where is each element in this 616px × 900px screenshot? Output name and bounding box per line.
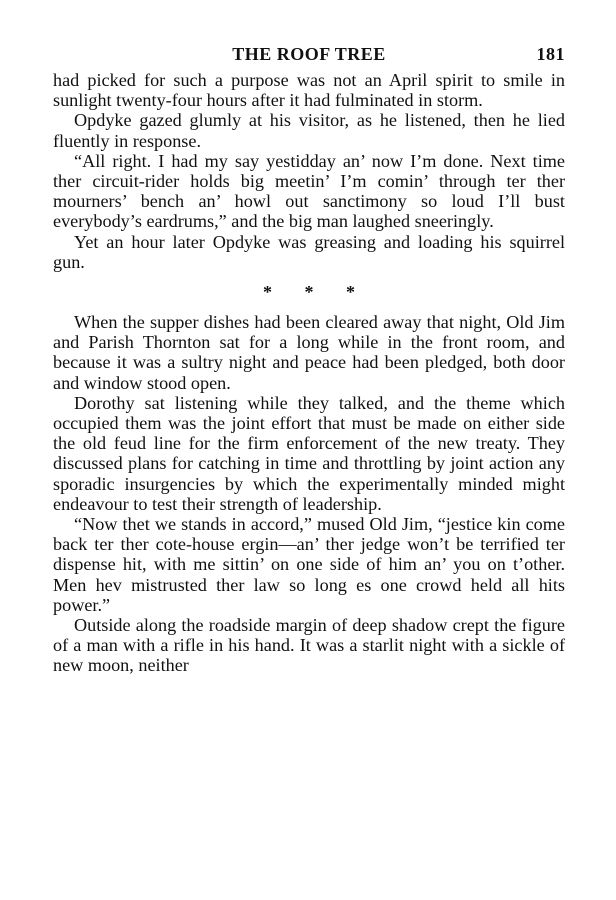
paragraph: “Now thet we stands in accord,” mused Old Jim, “jestice kin come back ter ther cote-house ergin—an’ ther jedge won’t be terrified ter dispense hit, with me sittin’ on one side of him an’ you on t’other. Men hev mistrusted ther law so long es one crowd held all hits power.” bbox=[53, 514, 565, 615]
paragraph: Dorothy sat listening while they talked, and the theme which occupied them was the joint effort that must be made on either side the old feud line for the firm enforcement of the new treaty. They discussed plans for catching in time and throttling by joint action any sporadic insurgencies by which the experimentally minded might endeavour to test their strength of leadership. bbox=[53, 392, 565, 514]
running-head bbox=[53, 40, 565, 70]
paragraph: Outside along the roadside margin of deep shadow crept the figure of a man with a rifle in his hand. It was a starlit night with a sickle of new moon, neither bbox=[53, 615, 565, 676]
book-page bbox=[53, 40, 565, 676]
section-break-star: * bbox=[346, 282, 355, 303]
body-text bbox=[53, 70, 565, 676]
paragraph: Yet an hour later Opdyke was greasing and loading his squirrel gun. bbox=[53, 231, 565, 272]
running-title: THE ROOF TREE bbox=[232, 44, 386, 64]
paragraph: “All right. I had my say yestidday an’ now I’m done. Next time ther circuit-rider holds big meetin’ I’m comin’ through ter ther mourners’ bench an’ howl out sanctimony so loud I’ll bust everybody’s eardrums,” and the big man laughed sneeringly. bbox=[53, 150, 565, 232]
section-break bbox=[53, 272, 565, 312]
paragraph: When the supper dishes had been cleared away that night, Old Jim and Parish Thornton sat for a long while in the front room, and because it was a sultry night and peace had been pledged, both door and window stood open. bbox=[53, 312, 565, 393]
section-break-star: * bbox=[304, 282, 314, 303]
paragraph: Opdyke gazed glumly at his visitor, as he listened, then he lied fluently in response. bbox=[53, 110, 565, 151]
paragraph-continued: had picked for such a purpose was not an April spirit to smile in sunlight twenty-four hours after it had fulminated in storm. bbox=[53, 70, 565, 111]
page-number: 181 bbox=[536, 44, 565, 64]
section-break-star: * bbox=[263, 282, 272, 303]
